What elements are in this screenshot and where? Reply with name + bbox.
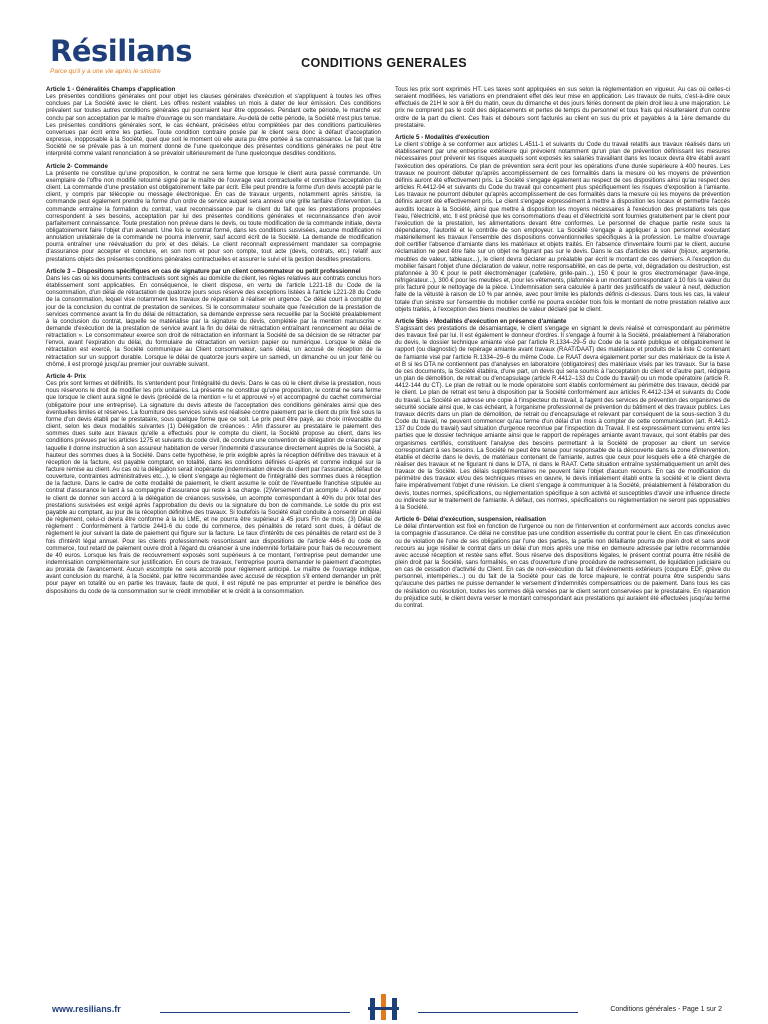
article-section (46, 163, 381, 263)
article-body: La présente ne constitue qu'une proposition, le contrat ne sera ferme que lorsque le client aura passé commande. Un exemplaire de l'offre non modifié retourné signé par le maître de l'ouvrage vaut contractuelle et constitue l'acceptation du client. La commande d'une prestation est obligatoirement faite par écrit. Elle peut prendre la forme d'un devis accepté par le client, y compris par télécopie ou message électronique. En cas de travaux urgents, notamment après sinistre, la commande peut également prendre la forme d'un ordre de service auquel sera annexé une grille tarifaire d'intervention. La commande entraîne la formation du contrat, vaut reconnaissance par le client du fait que les prestations proposées correspondent à ses besoins, acceptation par lui des présentes conditions générales et reconnaissance d'en avoir parfaitement connaissance. Toute prestation non prévue dans le devis, ou toute modification de la commande initiale, devra obligatoirement faire l'objet d'un avenant. Une fois le contrat formé, dans les conditions susvisées, aucune modification ni annulation unilatérale de la commande ne pourra intervenir, sauf accord écrit de la Société. La demande de modification pourra entraîner une réévaluation du prix et des délais. Le client reconnaît expressément mandater sa compagnie d'assurance pour accepter et conclure, en son nom et pour son compte, tout acte (devis, contrats, etc.) relatif aux prestations objets des présentes conditions générales contractuelles et assurer le suivi et la gestion desdites prestations. (46, 169, 381, 263)
article-section (395, 318, 730, 511)
article-heading: Article 1 - Généralités Champs d'application (46, 86, 176, 93)
article-body: Les présentes conditions générales ont pour objet les clauses générales d'exécution et s'appliquent à toutes les offres conclues par La Société avec le client. Les offres restent valables un mois à dater de leur émission. Ces conditions prévalent sur toutes autres conditions générales qui pourraient leur être opposées. Pendant cette période, le marché est conclu par son acceptation par le maître d'ouvrage ou son mandataire. Au-delà de cette période, la Société n'est plus tenue. Les présentes conditions générales sont, le cas échéant, précisées et/ou complétées par des conditions particulières convenues par écrit entre les parties. Toute condition contraire posée par le client sera donc à défaut d'acceptation expresse, inopposable à la Société, quel que soit le moment où elle aura pu être portée à sa connaissance. Le fait que la Société ne se prévale pas à un moment donné de l'une quelconque des présentes conditions générales ne peut être interprété comme valant renonciation à se prévaloir ultérieurement de l'une quelconque desdites conditions. (46, 93, 381, 158)
article-section (46, 373, 381, 595)
footer-divider-right (418, 1012, 578, 1013)
page-footer (0, 988, 768, 1024)
website-link[interactable]: www.resilians.fr (52, 1004, 121, 1014)
article-section (46, 268, 381, 368)
page-title: CONDITIONS GENERALES (301, 56, 467, 70)
article-heading: Article 5bis - Modalités d'exécution en présence d'amiante (395, 317, 567, 325)
logo-wordmark: Résilians (50, 34, 193, 68)
article-section (46, 86, 381, 158)
article-heading: Article 2- Commande (46, 162, 108, 170)
page-number: Conditions générales - Page 1 sur 2 (610, 1006, 722, 1013)
brand-emblem-icon (364, 992, 404, 1024)
logo-tagline: Parce qu'il y a une vie après le sinistre (50, 68, 161, 75)
article-heading: Article 5 - Modalités d'exécution (395, 133, 490, 141)
footer-divider-left (160, 1012, 350, 1013)
document-body (46, 86, 730, 981)
left-column (46, 86, 381, 981)
article-body: Ces prix sont fermes et définitifs. Ils s'entendent pour l'intégralité du devis. Dans le cas où le client divise la prestation, nous nous réservons le droit de modifier les prix unitaires. La présente ne constitue qu'une proposition, le contrat ne sera ferme que lorsque le client aura signé le devis (précédé de la mention « lu et approuvé ») et accompagné du cachet commercial (obligatoire pour une entreprise). La signature du devis atteste de l'acceptation des conditions générales ainsi que des éventuelles limites et réserves. La fourniture des services suivis est réalisée contre paiement par le client du prix fixé sous la forme d'un devis établi par le prestataire, sous quelque forme que ce soit. Le prix peut être payé, au choix irrévocable du client, selon les deux modalités suivantes (1) Délégation de créances : Afin d'assurer au prestataire le paiement des sommes dues suite aux travaux qu'elle a effectués pour le compte du client, la Société propose au client, dans les conditions prévues par les articles 1275 et suivants du code civil, de conclure une convention de délégation de créances par laquelle il donne instruction à son assureur habitation de verser l'indemnité d'assurance directement auprès de la Société, à hauteur des sommes dues à la Société. Dans cette hypothèse, le prix exigible après la réception définitive des travaux et à réception de la facture, est payable comptant, en totalité, dans les conditions définies ci-après et comme indiqué sur la facture remise au client. Au cas où la délégation serait inopérante (indemnisation directe du client par l'assurance, défaut de couverture, contraintes administratives etc...), le client s'engage au règlement de l'intégralité des sommes dues à réception de la facture. Dans le cadre de cette modalité de paiement, le client assume le coût de l'éventuelle franchise stipulée au contrat d'assurance le liant à sa compagnie d'assurance qui reste à sa charge. (2)Versement d'un acompte : A défaut pour le client de donner son accord à la délégation de créances susvisée, un acompte correspondant à 40% du prix total des prestations susvisées est exigé après l'approbation du devis ou la signature du bon de commande. Le solde du prix est payable au comptant, au jour de la réception définitive des travaux. Si toutefois la Société était conduite à consentir un délai de règlement, celui-ci devra être conforme à la loi LME, et ne pourra être supérieur à 45 jours Fin de mois. (3) Délai de règlement : Conformément à l'article 2441-6 du code du commerce, des pénalités de retard sont dues, à défaut de règlement le jour suivant la date de paiement qui figure sur la facture. Le taux d'intérêts de ces pénalités de retard est de 3 fois d'intérêt légal annuel. Pour les clients professionnels ressortissant aux dispositions de l'article 446-6 du code de commerce, tout retard de paiement ouvre droit à l'égard du créancier à une indemnité forfaitaire pour frais de recouvrement de 40 euros. Lorsque les frais de recouvrement exposés sont supérieurs à ce montant, l'entreprise peut demander une indemnisation complémentaire sur justification. En cours de travaux, l'entreprise pourra demander le paiement d'acomptes au prorata de l'avancement. Aucun escompte ne sera accordé pour règlement anticipé. Le maître de l'ouvrage indique, avant conclusion du marché, à la Société, par lettre recommandée avec accusé de réception s'il entend demander un prêt pour payer en totalité ou en partie les travaux, faute de quoi, il est réputé ne pas emprunter et perdre le bénéfice des dispositions du code de la consommation sur le crédit immobilier et le crédit à la consommation. (46, 380, 381, 595)
article-section (395, 134, 730, 313)
article-section (395, 516, 730, 609)
right-column (395, 86, 730, 981)
article-body: S'agissant des prestations de désamiantage, le client s'engage en signant le devis réalisé et correspondant au périmètre des travaux fixé par lui. Il est également le donneur d'ordres. Il s'engage à fournir à la Société, préalablement à l'élaboration du devis, le dossier technique amiante visé par l'article R.1334–29–5 du Code de la santé publique et obligatoirement le rapport (ou diagnostic) de repérage amiante avant travaux (RAAT/DAAT) des matériaux et produits de la liste C contenant de l'amiante visé par l'article R.1334–29–6 du même Code. Le RAAT devra également porter sur des matériaux de la liste A et B si les DTA ne contiennent pas d'analyses en laboratoire (obligatoires) des matériaux visés par les travaux. Sur la base de ces documents, la Société établira, d'une part, un devis qui sera soumis à l'acceptation du client et d'autre part, rédigera un plan de démolition, de retrait ou d'encapsulage (article R.4412–133 du Code du travail) ou un mode opératoire (article R. 4412-144 du CT). Le plan de retrait ou le mode opératoire sont établis conformément au périmètre des travaux, décidé par le client. Le plan de retrait est tenu à disposition par la Société conformément aux articles R.4412-134 et suivants du Code du travail. La Société en adresse une copie à l'inspecteur du travail, à l'agent des services de prévention des organismes de sécurité sociale ainsi que, le cas échéant, à l'organisme professionnel de prévention du bâtiment et des travaux publics. Les travaux décrits dans un plan de démolition, de retrait ou d'encapsulage et relevant par conséquent de la sous-section 3 du Code du travail, ne peuvent commencer qu'au terme d'un délai d'un mois à compter de cette communication (art. R.4412-137 du Code du travail) sauf situation d'urgence reconnue par l'inspection du Travail. Il est expressément convenu entre les parties que le dossier technique amiante ainsi que le rapport de repérages amiante avant travaux, qui sont établis par des organismes certifiés, constituent l'analyse des besoins permettant à la Société de proposer au client un service correspondant à ses besoins. La Société ne peut être tenue pour responsable de la découverte dans la zone d'intervention, établie et décrite dans le devis, de matériaux contenant de l'amiante, autres que ceux pour lesquels elle a été chargée de réaliser des travaux et ne figurant ni dans le DTA, ni dans le RAAT. Cette situation entraîne systématiquement un arrêt des travaux de la Société. Les délais supplémentaires ne peuvent faire l'objet d'aucun recours. En cas de modification du périmètre des travaux et/ou des techniques mises en œuvre, le devis initialement établi entre la société et le client devra faire impérativement l'objet d'une révision. Le client s'engage à communiquer à la Société, préalablement à l'élaboration du devis, toutes normes, spécifications, ou réglementation spécifique à son activité et susceptibles d'avoir une influence directe ou indirecte sur le traitement de l'amiante. A défaut, ces normes, spécifications ou réglementation ne seront pas opposables à la Société. (395, 325, 730, 511)
article-heading: Article 4- Prix (46, 372, 86, 380)
article-heading: Article 6- Délai d'exécution, suspension, réalisation (395, 516, 547, 524)
article-body: Dans les cas où les documents contractuels sont signés au domicile du client, les règles relatives aux contrats conclus hors établissement sont applicables. En conséquence, le client dispose, en vertu de l'article L221-18 du Code de la consommation, d'un délai de rétractation de quatorze jours sous réserve des exceptions listées à l'article L221-28 du Code de la consommation, lequel vise notamment les travaux de réparation à réaliser en urgence. Ce délai court à compter du jour de la conclusion du contrat de prestation de services. Si le consommateur souhaite que l'exécution de la prestation de services commence avant la fin du délai de rétractation, sa demande expresse sera recueillie par la Société préalablement à la conclusion du contrat, laquelle se matérialise par la signature du devis, complétée par la mention manuscrite « demande d'exécution de la prestation de service avant la fin du délai de rétractation entraînant renoncement au délai de rétractation ». Le consommateur exerce son droit de rétractation en informant la Société de sa décision de se rétracter par l'envoi, avant l'expiration du délai, du formulaire de rétractation en version papier ou numérique. Lorsque le délai de rétractation est exercé, la Société communique au Client consommateur, sans délai, un accusé de réception de la rétractation sur un support durable. Lorsque le délai de quatorze jours expire un samedi, un dimanche ou un jour férié ou chômé, il est prorogé jusqu'au premier jour ouvrable suivant. (46, 274, 381, 368)
article-heading: Article 3 – Dispositions spécifiques en cas de signature par un client consommateur ou petit professionnel (46, 267, 361, 275)
article-body: Le délai d'intervention est fixé en fonction de l'urgence ou non de l'intervention et conformément aux accords conclus avec la compagnie d'assurance. Ce délai ne constitue pas une condition essentielle du contrat pour le client. En cas d'inexécution ou de violation de l'une de ses obligations par l'une des parties, la partie non défaillante pourra de plein droit et sans avoir recours au juge résilier le contrat dans un délai d'un mois après une mise en demeure adressée par lettre recommandée avec accusé réception et restée sans effet. Sous réserve des dispositions légales, le présent contrat pourra être résilié de plein droit par la Société, sans formalités, en cas d'ouverture d'une procédure de redressement, de liquidation judiciaire ou en cas de cessation d'activité du Client. En cas de non-exécution du fait d'événements extérieurs (coupure EDF, grève du personnel, intempéries...) ou du fait de la Société pour cas de force majeure, le contrat pourra être suspendu sans qu'aucune des parties ne puisse demander le versement d'indemnités compensatrices ou de paiement. Dans tous les cas de résiliation ou résolution, toutes les sommes déjà versées par le client seront conservées par le prestataire. En réparation du préjudice subi, le client devra verser le montant correspondant aux prestations qui auraient été effectuées jusqu'au terme du contrat. (395, 523, 730, 609)
article-body: Le client s'oblige à se conformer aux articles L.4511-1 et suivants du Code du travail relatifs aux travaux réalisés dans un établissement par une entreprise extérieure qui prévoient notamment qu'un plan de prévention définissant les mesures nécessaires pour prévenir les risques auxquels sont exposés les salariés travaillant dans les locaux devra être établi avant l'exécution des opérations. Ce plan de prévention sera écrit pour les opérations d'une durée supérieure à 400 heures. Les travaux ne pourront débuter qu'après accomplissement de ces formalités dans la mesure où les moyens de prévention définis auront été effectivement pris. La Société s'engage également au respect de ces dispositions ainsi qu'au respect des articles R.4412-94 et suivants du Code du travail qui concernent plus spécifiquement les risques d'exposition à l'amiante. Les travaux ne pourront débuter qu'après accomplissement de ces formalités dans la mesure où les moyens de prévention définis auront été effectivement pris. Le client s'engage expressément à mettre à disposition les locaux et permettre l'accès auxdits locaux à la Société, ainsi que mettre à disposition les moyens nécessaires à l'exécution des prestations tels que l'eau, l'électricité, etc. Il est précisé que les consommations d'eau et d'électricité sont fournies gratuitement par le client pour l'exécution de la prestation, les alimentations devant être conformes. Le personnel de chaque partie reste sous la dépendance, l'autorité et le contrôle de son employeur. La Société s'engage à appliquer à son personnel exécutant matériellement les travaux l'ensemble des dispositions conventionnelles spécifiques à la profession. Le maître d'ouvrage doit certifier l'absence d'amiante dans les matériaux et objets traités. En l'absence d'inventaire fourni par le client, aucune réclamation ne peut être faite sur un objet ne figurant pas sur le devis. Dans le cas d'articles de valeur (bijoux, argenterie, meubles de valeur, tableaux...), le client devra déclarer au préalable par écrit le montant de ces derniers. A l'exception du mobilier faisant l'objet d'une déclaration de valeur, notre responsabilité, en cas de perte, vol, dégradation ou destruction, est plafonnée à 30 € pour le petit électroménager (cafetière, grille-pain...), 150 € pour le gros électroménager (lave-linge, réfrigérateur...), 300 € pour les meubles et, pour les vêtements, plafonnée à un montant correspondant à 10 fois la valeur du prix facturé pour le nettoyage de la pièce. L'indemnisation sera calculée à partir des justificatifs de valeur à neuf, déduction faite de la vétusté à raison de 10 % par année, avec pour limite les plafonds définis ci-dessus. Dans tous les cas, la valeur totale d'un sinistre sur l'ensemble du mobilier confié ne pourra excéder trois fois le montant de notre prestation relative aux objets traités, à l'exception des biens meubles de valeur déclaré par le client. (395, 141, 730, 313)
article-body: Tous les prix sont exprimés HT. Les taxes sont appliquées en sus selon la réglementation en vigueur. Au cas où celles-ci seraient modifiées, les variations en prendraient effet dès leur mise en application. Les travaux de nuits, c'est-à-dire ceux effectués de 21H le soir à 6H du matin, ceux du dimanche et des jours fériés donnent de plein droit lieu à une majoration. Le prix ne comprend pas le coût des déplacements et pertes de temps du personnel et tous frais qui résulteraient d'un contre ordre de la part du client. Ces frais et débours sont facturés au client en sus du prix et payables à la 1ère demande du prestataire. (395, 86, 730, 129)
article-section (395, 86, 730, 129)
company-logo (50, 36, 220, 75)
